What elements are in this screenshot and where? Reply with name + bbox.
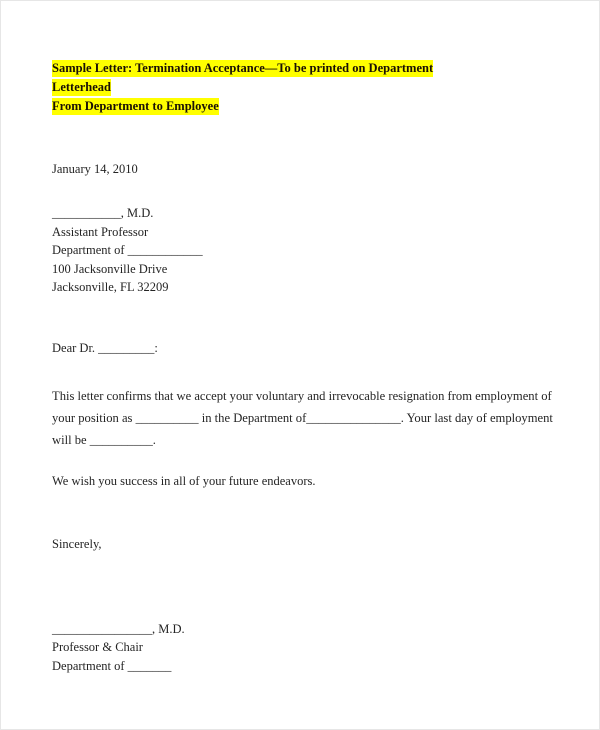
salutation-line: Dear Dr. _________: bbox=[52, 340, 158, 355]
recipient-city-state-zip: Jacksonville, FL 32209 bbox=[52, 280, 169, 294]
signature-title: Professor & Chair bbox=[52, 640, 143, 654]
recipient-name-line: ___________, M.D. bbox=[52, 206, 154, 220]
letter-date: January 14, 2010 bbox=[52, 162, 138, 176]
recipient-department: Department of ____________ bbox=[52, 243, 203, 257]
heading-line-2: From Department to Employee bbox=[52, 99, 219, 113]
sign-off-line: Sincerely, bbox=[52, 536, 102, 551]
recipient-street: 100 Jacksonville Drive bbox=[52, 261, 168, 276]
heading-line-1: Sample Letter: Termination Acceptance—To be printed on Department Letterhead bbox=[52, 61, 434, 94]
letter-body bbox=[52, 59, 569, 675]
body-paragraph-2: We wish you success in all of your future endeavors. bbox=[52, 473, 316, 488]
recipient-title: Assistant Professor bbox=[52, 224, 149, 239]
signature-block bbox=[52, 620, 569, 676]
signature-name-line: ________________, M.D. bbox=[52, 621, 185, 636]
body-paragraph-1: This letter confirms that we accept your voluntary and irrevocable resignation from employment of your position as __________ in the Department of_______________. Your last day of employment will be __________. bbox=[52, 388, 553, 447]
signature-department: Department of _______ bbox=[52, 658, 172, 673]
document-heading bbox=[52, 59, 462, 116]
recipient-address-block bbox=[52, 204, 569, 297]
